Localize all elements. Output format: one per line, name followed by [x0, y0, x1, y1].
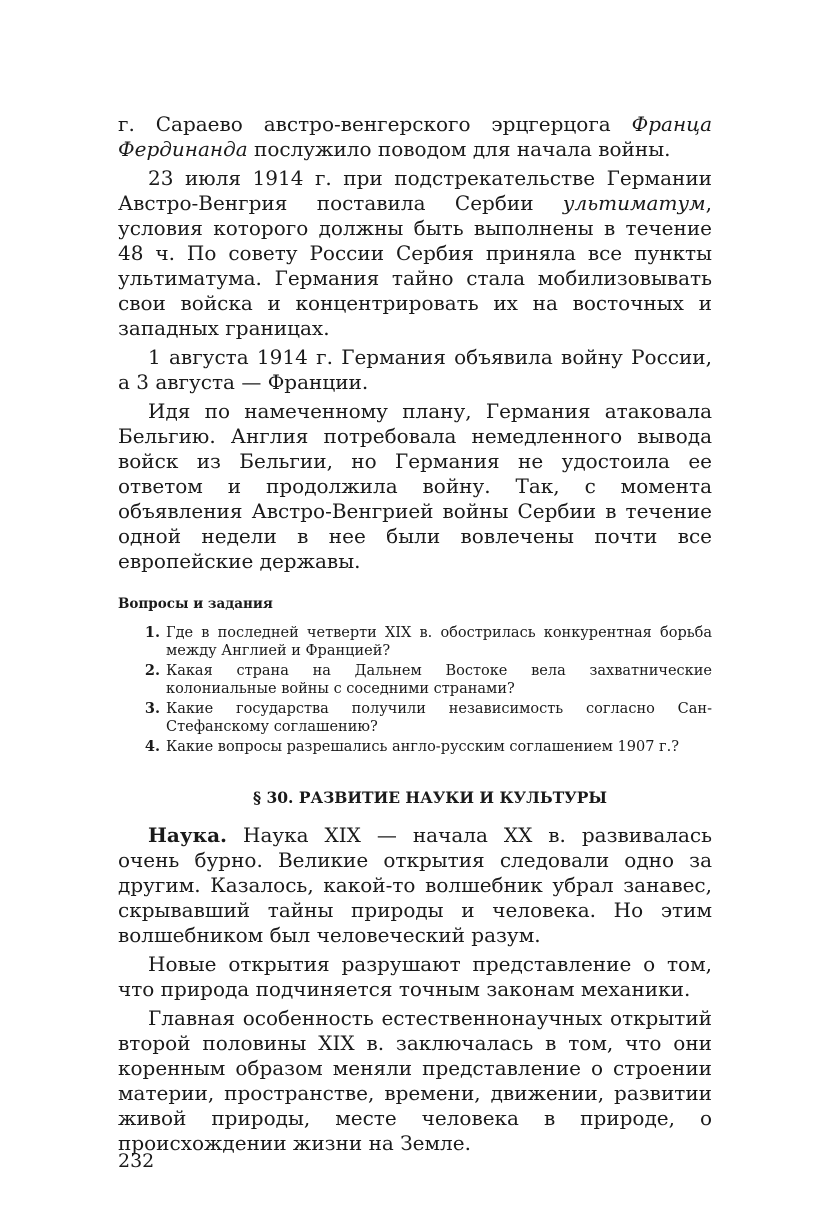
- question-item: [118, 738, 712, 756]
- page-number: 232: [118, 1150, 155, 1172]
- text-run: послужило поводом для начала войны.: [247, 137, 671, 161]
- question-number: 3.: [144, 700, 160, 717]
- paragraph-4: Идя по намеченному плану, Германия атаковала Бельгию. Англия потребовала немедленного вывода войск из Бельгии, но Германия не удостоила ее ответом и продолжила войну. Так, с момента объявления Австро-Венгрией войны Сербии в течение одной недели в нее были вовлечены почти все европейские державы.: [118, 399, 712, 573]
- section-title: § 30. РАЗВИТИЕ НАУКИ И КУЛЬТУРЫ: [252, 788, 608, 807]
- paragraph-3: 1 августа 1914 г. Германия объявила войну России, а 3 августа — Франции.: [118, 345, 712, 394]
- section-paragraph-1: [118, 823, 712, 948]
- paragraph-1: [118, 112, 712, 162]
- section-paragraph-3: Главная особенность естественнонаучных открытий второй половины XIX в. заключалась в том, что они коренным образом меняли представление о строении материи, пространстве, времени, движении, развитии живой природы, месте человека в природе, о происхождении жизни на Земле.: [118, 1006, 712, 1155]
- question-item: [118, 700, 712, 736]
- questions-heading: Вопросы и задания: [118, 596, 273, 612]
- question-number: 2.: [144, 662, 160, 679]
- question-item: [118, 624, 712, 660]
- text-run: г. Сараево австро-венгерского эрцгерцога: [118, 112, 632, 136]
- question-text: Какие вопросы разрешались англо-русским соглашением 1907 г.?: [166, 739, 680, 755]
- question-number: 1.: [144, 624, 160, 641]
- italic-term: Франца Фердинанда: [118, 112, 712, 161]
- lead-term: Наука.: [148, 823, 228, 847]
- section-paragraph-2: Новые открытия разрушают представление о том, что природа подчиняется точным законам механики.: [118, 952, 712, 1001]
- question-number: 4.: [144, 738, 160, 755]
- text-run: 23 июля 1914 г. при подстрекательстве Германии Австро-Венгрия поставила Сербии: [118, 166, 712, 215]
- question-text: Какие государства получили независимость согласно Сан-Стефанскому соглашению?: [166, 701, 712, 735]
- question-text: Где в последней четверти XIX в. обострилась конкурентная борьба между Англией и Францией?: [166, 625, 712, 659]
- page-body: [118, 112, 712, 1156]
- question-text: Какая страна на Дальнем Востоке вела захватнические колониальные войны с соседними странами?: [166, 663, 712, 697]
- italic-term: ультиматум: [562, 191, 706, 215]
- paragraph-2: [118, 166, 712, 341]
- question-item: [118, 662, 712, 698]
- questions-list: [118, 624, 712, 756]
- text-run: , условия которого должны быть выполнены в течение 48 ч. По совету России Сербия приняла все пункты ультиматума. Германия тайно стала мобилизовывать свои войска и концентрировать их на восточных и западных границах.: [118, 191, 712, 340]
- text-run: Наука XIX — начала XX в. развивалась очень бурно. Великие открытия следовали одно за другим. Казалось, какой-то волшебник убрал занавес, скрывавший тайны природы и человека. Но этим волшебником был человеческий разум.: [118, 823, 712, 947]
